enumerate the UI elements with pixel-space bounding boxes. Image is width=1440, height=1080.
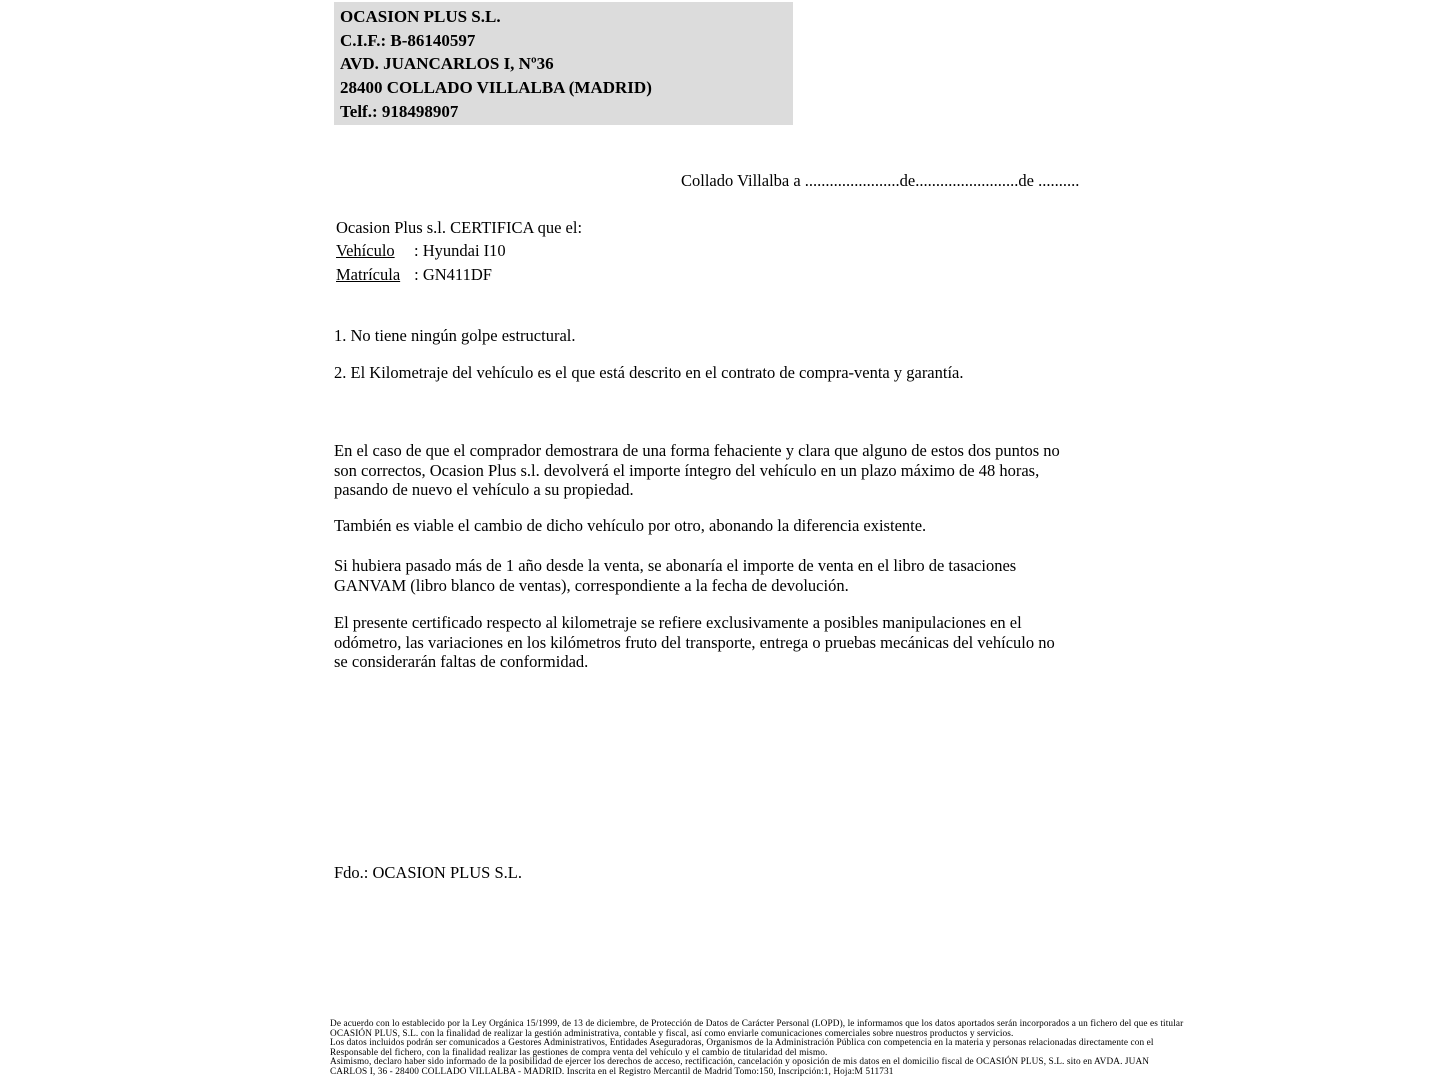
vehicle-row — [336, 239, 582, 262]
vehicle-label: Vehículo — [336, 241, 395, 261]
date-fill-in-line: Collado Villalba a .......................de.........................de .......... — [681, 171, 1080, 190]
certified-point-1: 1. No tiene ningún golpe estructural. — [334, 326, 576, 345]
odometer-paragraph — [334, 613, 1109, 672]
text-line: Si hubiera pasado más de 1 año desde la venta, se abonaría el importe de venta en el libro de tasaciones — [334, 556, 1017, 575]
company-header-box — [334, 2, 793, 125]
text-line: se considerarán faltas de conformidad. — [334, 652, 589, 672]
text-line: CARLOS I, 36 - 28400 COLLADO VILLALBA - MADRID. Inscrita en el Registro Mercantil de Madrid Tomo:150, Inscripción:1, Hoja:M 511731 — [330, 1066, 894, 1077]
plate-row — [336, 263, 582, 286]
text-line: son correctos, Ocasion Plus s.l. devolverá el importe íntegro del vehículo en un plazo máximo de 48 horas, — [334, 460, 1040, 480]
text-line: Asimismo, declaro haber sido informado de la posibilidad de ejercer los derechos de acceso, rectificación, cancelación y oposición de mis datos en el domicilio fiscal de OCASIÓN PLUS, S.L. sito en AVDA. JUAN — [330, 1057, 1150, 1068]
text-line: GANVAM (libro blanco de ventas), correspondiente a la fecha de devolución. — [334, 575, 849, 595]
exchange-paragraph — [334, 516, 1109, 536]
text-line: Los datos incluidos podrán ser comunicados a Gestores Administrativos, Entidades Aseguradoras, Organismos de la Administración Pública con competencia en la materia y personas relacionadas directamente con el — [330, 1038, 1154, 1049]
vehicle-value: : Hyundai I10 — [414, 241, 506, 261]
text-line: OCASIÓN PLUS, S.L. con la finalidad de realizar la gestión administrativa, contable y fiscal, así como enviarle comunicaciones comerciales sobre nuestros productos y servicios. — [330, 1028, 1014, 1039]
company-address: AVD. JUANCARLOS I, Nº36 — [340, 54, 554, 74]
refund-paragraph — [334, 441, 1109, 500]
company-name: OCASION PLUS S.L. — [340, 7, 501, 26]
certification-intro: Ocasion Plus s.l. CERTIFICA que el: — [336, 218, 583, 237]
plate-label: Matrícula — [336, 264, 401, 284]
text-line: El presente certificado respecto al kilometraje se refiere exclusivamente a posibles manipulaciones en el — [334, 613, 1022, 632]
legal-fine-print — [330, 1019, 1184, 1078]
company-phone: Telf.: 918498907 — [340, 101, 459, 121]
company-city: 28400 COLLADO VILLALBA (MADRID) — [340, 78, 652, 98]
plate-value: : GN411DF — [414, 264, 492, 284]
text-line: Responsable del fichero, con la finalidad realizar las gestiones de compra venta del vehículo y el cambio de titularidad del mismo. — [330, 1047, 828, 1058]
text-line: En el caso de que el comprador demostrara de una forma fehaciente y clara que alguno de estos dos puntos no — [334, 441, 1060, 460]
text-line: También es viable el cambio de dicho vehículo por otro, abonando la diferencia existente. — [334, 516, 927, 535]
ganvam-paragraph — [334, 556, 1109, 595]
text-line: odómetro, las variaciones en los kilómetros fruto del transporte, entrega o pruebas mecánicas del vehículo no — [334, 632, 1055, 652]
certification-block — [336, 216, 582, 286]
company-cif: C.I.F.: B-86140597 — [340, 30, 476, 50]
certified-point-2: 2. El Kilometraje del vehículo es el que está descrito en el contrato de compra-venta y garantía. — [334, 363, 964, 382]
signature-line: Fdo.: OCASION PLUS S.L. — [334, 863, 522, 882]
text-line: De acuerdo con lo establecido por la Ley Orgánica 15/1999, de 13 de diciembre, de Protección de Datos de Carácter Personal (LOPD), le informamos que los datos aportados serán incorporados a un fichero del que es titular — [330, 1019, 1184, 1029]
text-line: pasando de nuevo el vehículo a su propiedad. — [334, 480, 634, 500]
